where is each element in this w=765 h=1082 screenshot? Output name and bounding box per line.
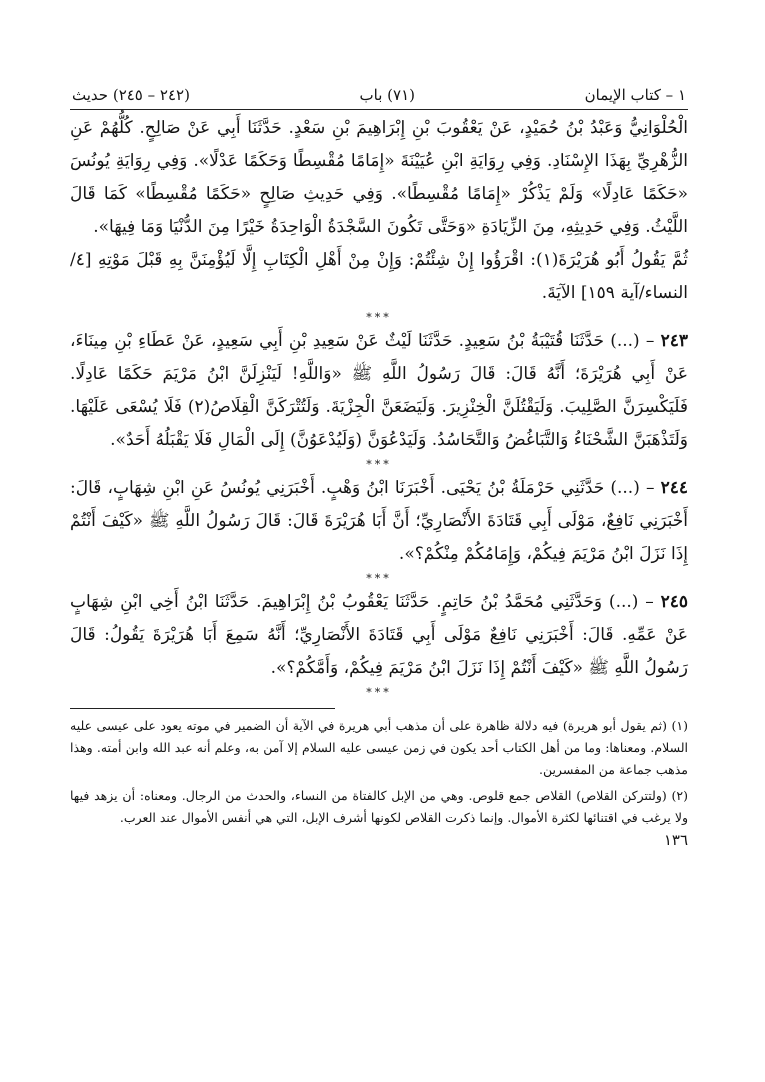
hadith-text: – (...) حَدَّثَنِي حَرْمَلَةُ بْنُ يَحْيَى. أَخْبَرَنَا ابْنُ وَهْبٍ. أَخْبَرَنِي يُونُسُ عَنِ ابْنِ شِهَابٍ، قَالَ: أَخْبَرَنِي نَافِعٌ، مَوْلَى أَبِي قَتَادَةَ الأَنْصَارِيِّ؛ أَنَّ أَبَا هُرَيْرَةَ قَالَ: قَالَ رَسُولُ اللَّهِ ﷺ «كَيْفَ أَنْتُمْ إِذَا نَزَلَ ابْنُ مَرْيَمَ فِيكُمْ، وَإِمَامُكُمْ مِنْكُمْ؟». xyxy=(70,478,688,564)
hadith-244 xyxy=(70,472,688,571)
hadith-text: – (...) وَحَدَّثَنِي مُحَمَّدُ بْنُ حَاتِمٍ. حَدَّثَنَا يَعْقُوبُ بْنُ إِبْرَاهِيمَ. حَدَّثَنَا ابْنُ أَخِي ابْنِ شِهَابٍ عَنْ عَمِّهِ. قَالَ: أَخْبَرَنِي نَافِعٌ مَوْلَى أَبِي قَتَادَةَ الأَنْصَارِيِّ؛ أَنَّهُ سَمِعَ أَبَا هُرَيْرَةَ يَقُولُ: قَالَ رَسُولُ اللَّهِ ﷺ «كَيْفَ أَنْتُمْ إِذَا نَزَلَ ابْنُ مَرْيَمَ فِيكُمْ، وَأَمَّكُمْ؟». xyxy=(70,592,688,678)
header-hadith-range: (٢٤٢ – ٢٤٥) حديث xyxy=(72,86,190,104)
hadith-245 xyxy=(70,586,688,685)
header-book-title: ١ – كتاب الإيمان xyxy=(584,86,686,104)
hadith-number: ٢٤٣ xyxy=(660,331,688,351)
page-number: ١٣٦ xyxy=(663,831,688,849)
footnote-1: (١) (ثم يقول أبو هريرة) فيه دلالة ظاهرة على أن مذهب أبي هريرة في الآية أن الضمير في موته يعود على عيسى عليه السلام. ومعناها: وما من أهل الكتاب أحد يكون في زمن عيسى عليه السلام إلا آمن به، وعلم أنه عبد الله وابن أمته. وهذا مذهب جماعة من المفسرين. xyxy=(70,718,688,777)
paragraph-2: ثُمَّ يَقُولُ أَبُو هُرَيْرَةَ(١): اقْرَؤُوا إِنْ شِئْتُمْ: وَإِنْ مِنْ أَهْلِ الْكِتَابِ إِلَّا لَيُؤْمِنَنَّ بِهِ قَبْلَ مَوْتِهِ [٤/النساء/آية ١٥٩] الآيَةَ. xyxy=(70,250,688,303)
footnotes xyxy=(70,715,688,829)
footnote-2: (٢) (ولتتركن القلاص) القلاص جمع قلوص. وهي من الإبل كالفتاة من النساء، والحدث من الرجال. ومعناه: أن يزهد فيها ولا يرغب في اقتنائها لكثرة الأموال. وإنما ذكرت القلاص لكونها أشرف الإبل، التي هي أنفس الأموال عند العرب. xyxy=(70,788,688,825)
footnote-rule xyxy=(70,708,335,709)
hadith-number: ٢٤٤ xyxy=(660,478,688,498)
separator-2: *** xyxy=(366,458,392,471)
main-text xyxy=(70,112,688,700)
separator-1: *** xyxy=(366,311,392,324)
hadith-number: ٢٤٥ xyxy=(660,592,688,612)
paragraph-1: الْحُلْوَانِيُّ وَعَبْدُ بْنُ حُمَيْدٍ، عَنْ يَعْقُوبَ بْنِ إِبْرَاهِيمَ بْنِ سَعْدٍ. حَدَّثَنَا أَبِي عَنْ صَالِحٍ. كُلُّهُمْ عَنِ الزُّهْرِيِّ بِهَذَا الإِسْنَادِ. وَفِي رِوَايَةِ ابْنِ عُيَيْنَةَ «إِمَامًا مُقْسِطًا وَحَكَمًا عَدْلًا». وَفِي رِوَايَةِ يُونُسَ «حَكَمًا عَادِلًا» وَلَمْ يَذْكُرْ «إِمَامًا مُقْسِطًا». وَفِي حَدِيثِ صَالِحٍ «حَكَمًا مُقْسِطًا» كَمَا قَالَ اللَّيْثُ. وَفِي حَدِيثِهِ، مِنَ الزِّيَادَةِ «وَحَتَّى تَكُونَ السَّجْدَةُ الْوَاحِدَةُ خَيْرًا مِنَ الدُّنْيَا وَمَا فِيهَا». xyxy=(70,118,688,237)
book-page xyxy=(70,86,688,849)
header-chapter: (٧١) باب xyxy=(359,86,416,104)
running-header xyxy=(70,86,688,110)
separator-3: *** xyxy=(366,572,392,585)
hadith-text: – (...) حَدَّثَنَا قُتَيْبَةُ بْنُ سَعِيدٍ. حَدَّثَنَا لَيْثٌ عَنْ سَعِيدِ بْنِ أَبِي سَعِيدٍ، عَنْ عَطَاءِ بْنِ مِينَاءَ، عَنْ أَبِي هُرَيْرَةَ؛ أَنَّهُ قَالَ: قَالَ رَسُولُ اللَّهِ ﷺ «وَاللَّهِ! لَيَنْزِلَنَّ ابْنُ مَرْيَمَ حَكَمًا عَادِلًا. فَلَيَكْسِرَنَّ الصَّلِيبَ. وَلَيَقْتُلَنَّ الْخِنْزِيرَ. وَلَيَضَعَنَّ الْجِزْيَةَ. وَلَتُتْرَكَنَّ الْقِلَاصُ(٢) فَلَا يُسْعَى عَلَيْهَا. وَلَتَذْهَبَنَّ الشَّحْنَاءُ وَالتَّبَاغُضُ وَالتَّحَاسُدُ. وَلَيَدْعُوَنَّ (وَلَيُدْعَوُنَّ) إِلَى الْمَالِ فَلَا يَقْبَلُهُ أَحَدٌ». xyxy=(70,331,689,450)
separator-4: *** xyxy=(366,686,392,699)
hadith-243 xyxy=(70,325,688,457)
